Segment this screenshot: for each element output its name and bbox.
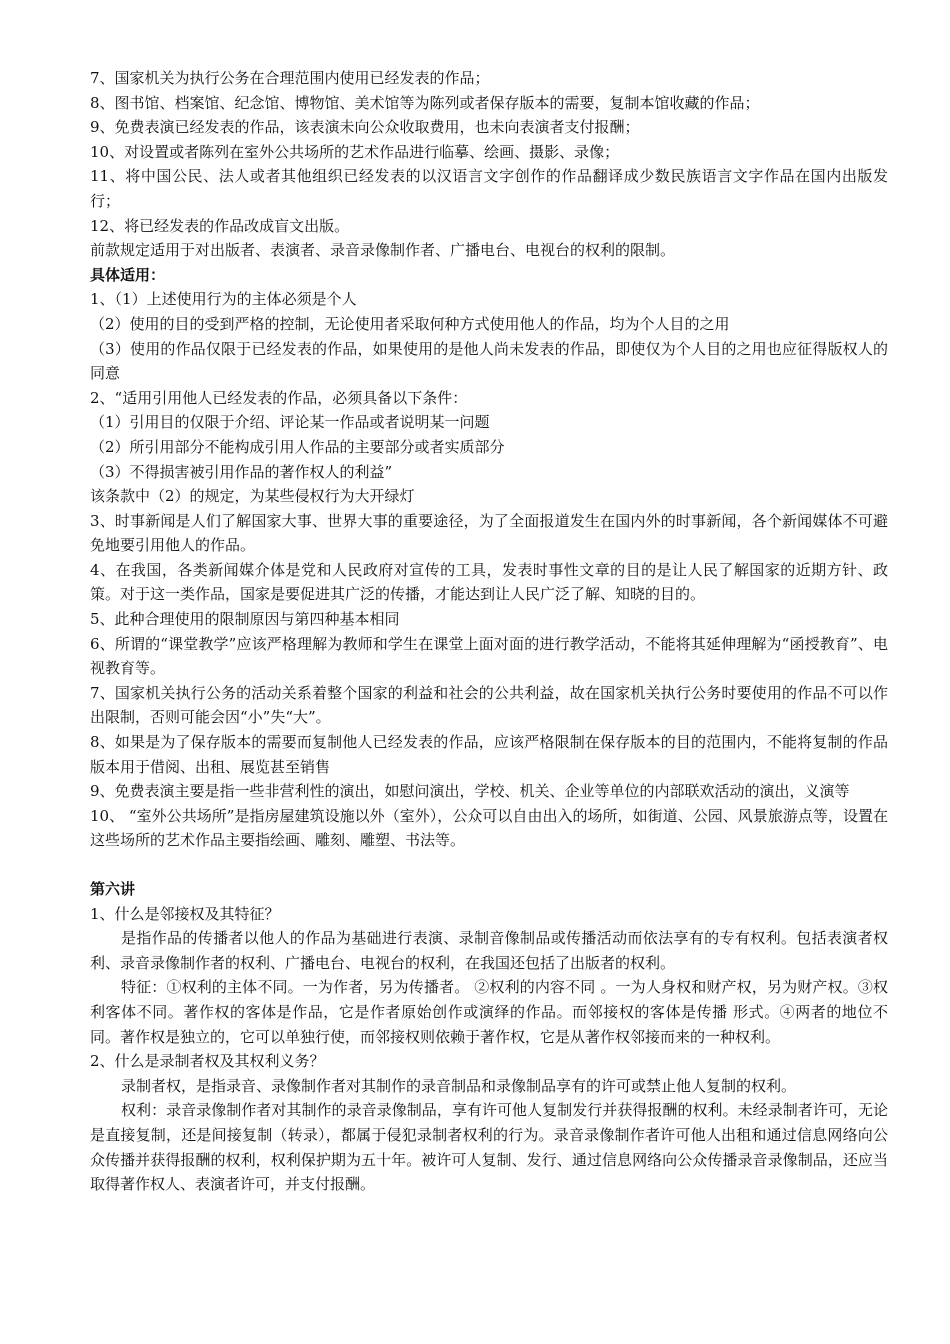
list-item: 7、国家机关为执行公务在合理范围内使用已经发表的作品； xyxy=(90,69,490,87)
list-item: 2、“适用引用他人已经发表的作品，必须具备以下条件： xyxy=(90,388,468,407)
list-item: 5、此种合理使用的限制原因与第四种基本相同 xyxy=(90,610,400,629)
list-item: 1、（1）上述使用行为的主体必须是个人 xyxy=(90,290,357,309)
list-item: （1）引用目的仅限于介绍、评论某一作品或者说明某一问题 xyxy=(90,413,490,432)
paragraph: 权利：录音录像制作者对其制作的录音录像制品，享有许可他人复制发行并获得报酬的权利。未经录制者许可，无论是直接复制，还是间接复制（转录），都属于侵犯录制者权利的行为。录音录像制作者许可他人出租和通过信息网络向公众传播并获得报酬的权利，权利保护期为五十年。被许可人复制、发行、通过信息网络向公众传播录音录像制品，还应当取得著作权人、表演者许可，并支付报酬。 xyxy=(90,1101,888,1194)
list-item: 8、图书馆、档案馆、纪念馆、博物馆、美术馆等为陈列或者保存版本的需要，复制本馆收藏的作品； xyxy=(90,93,760,112)
list-item: （3）不得损害被引用作品的著作权人的利益” xyxy=(90,462,393,481)
list-item: （2）所引用部分不能构成引用人作品的主要部分或者实质部分 xyxy=(90,437,505,456)
list-item: （2）使用的目的受到严格的控制，无论使用者采取何种方式使用他人的作品，均为个人目的之用 xyxy=(90,314,730,333)
paragraph: 特征：①权利的主体不同。一为作者，另为传播者。 ②权利的内容不同 。一为人身权和财产权，另为财产权。③权利客体不同。著作权的客体是作品，它是作者原始创作或演绎的作品。而邻接权的客体是传播 形式。④两者的地位不同。著作权是独立的，它可以单独行使，而邻接权则依赖于著作权，它是从著作权邻接而来的一种权利。 xyxy=(90,978,888,1046)
limitation-list xyxy=(90,66,888,263)
list-item: 12、将已经发表的作品改成盲文出版。 xyxy=(90,216,350,235)
list-item: 10、对设置或者陈列在室外公共场所的艺术作品进行临摹、绘画、摄影、录像； xyxy=(90,142,620,161)
list-item: 7、国家机关执行公务的活动关系着整个国家的利益和社会的公共利益，故在国家机关执行公务时要使用的作品不可以作出限制，否则可能会因“小”失“大”。 xyxy=(90,683,888,727)
paragraph: 是指作品的传播者以他人的作品为基础进行表演、录制音像制品或传播活动而依法享有的专有权利。包括表演者权利、录音录像制作者的权利、广播电台、电视台的权利，在我国还包括了出版者的权利。 xyxy=(90,929,888,972)
list-item: 11、将中国公民、法人或者其他组织已经发表的以汉语言文字创作的作品翻译成少数民族语言文字作品在国内出版发行； xyxy=(90,167,888,210)
list-item: 8、如果是为了保存版本的需要而复制他人已经发表的作品，应该严格限制在保存版本的目的范围内，不能将复制的作品版本用于借阅、出租、展览甚至销售 xyxy=(90,733,888,776)
list-item: 前款规定适用于对出版者、表演者、录音录像制作者、广播电台、电视台的权利的限制。 xyxy=(90,241,676,260)
lecture-six-section xyxy=(90,877,888,1197)
list-item: 6、所谓的“课堂教学”应该严格理解为教师和学生在课堂上面对面的进行教学活动，不能将其延伸理解为“函授教育”、电视教育等。 xyxy=(90,634,888,678)
question: 1、什么是邻接权及其特征？ xyxy=(90,904,280,923)
list-item: 9、免费表演主要是指一些非营利性的演出，如慰问演出，学校、机关、企业等单位的内部联欢活动的演出，义演等 xyxy=(90,782,850,801)
section-spacer xyxy=(90,853,888,877)
list-item: 该条款中（2）的规定，为某些侵权行为大开绿灯 xyxy=(90,487,415,506)
section-heading: 第六讲 xyxy=(90,880,136,898)
specific-application-section xyxy=(90,263,888,853)
list-item: 4、在我国，各类新闻媒介体是党和人民政府对宣传的工具，发表时事性文章的目的是让人民了解国家的近期方针、政策。对于这一类作品，国家是要促进其广泛的传播，才能达到让人民广泛了解、知晓的目的。 xyxy=(90,560,888,604)
section-heading: 具体适用： xyxy=(90,265,166,284)
list-item: 9、免费表演已经发表的作品，该表演未向公众收取费用，也未向表演者支付报酬； xyxy=(90,118,640,137)
question: 2、什么是录制者权及其权利义务？ xyxy=(90,1052,325,1071)
list-item: 3、时事新闻是人们了解国家大事、世界大事的重要途径，为了全面报道发生在国内外的时事新闻，各个新闻媒体不可避免地要引用他人的作品。 xyxy=(90,511,888,555)
list-item: 10、 “室外公共场所”是指房屋建筑设施以外（室外），公众可以自由出入的场所，如街道、公园、风景旅游点等，设置在这些场所的艺术作品主要指绘画、雕刻、雕塑、书法等。 xyxy=(90,806,888,850)
paragraph: 录制者权，是指录音、录像制作者对其制作的录音制品和录像制品享有的许可或禁止他人复制的权利。 xyxy=(121,1076,797,1095)
list-item: （3）使用的作品仅限于已经发表的作品，如果使用的是他人尚未发表的作品，即使仅为个人目的之用也应征得版权人的同意 xyxy=(90,339,888,383)
